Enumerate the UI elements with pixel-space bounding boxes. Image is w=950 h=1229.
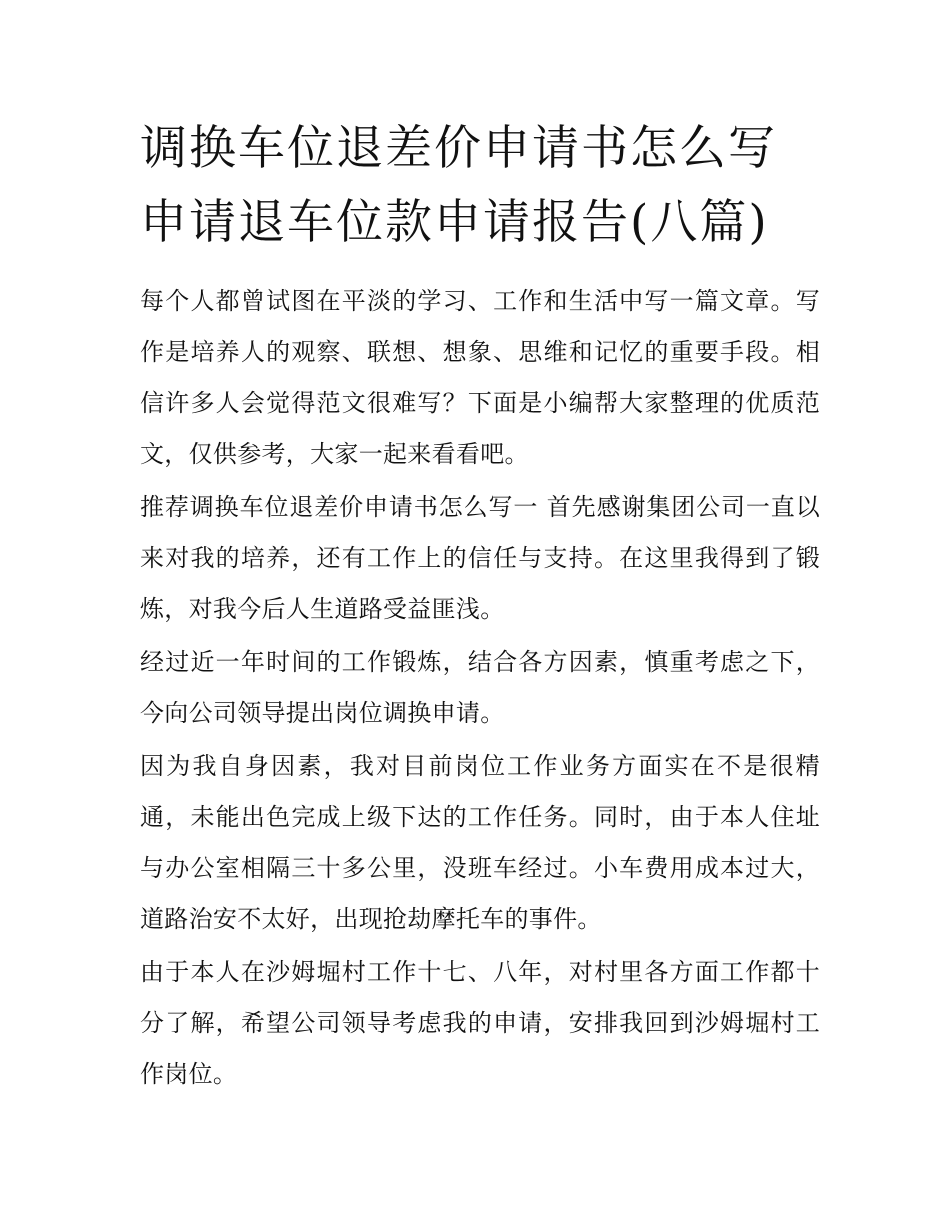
paragraph-gratitude: 推荐调换车位退差价申请书怎么写一 首先感谢集团公司一直以来对我的培养，还有工作上的信任与支持。在这里我得到了锻炼，对我今后人生道路受益匪浅。 <box>140 493 820 623</box>
paragraph-conclusion: 由于本人在沙姆堀村工作十七、八年，对村里各方面工作都十分了解，希望公司领导考虑我的申请，安排我回到沙姆堀村工作岗位。 <box>140 958 820 1088</box>
document-body <box>140 276 820 1102</box>
title-line-1: 调换车位退差价申请书怎么写 <box>140 121 777 176</box>
paragraph-intro: 每个人都曾试图在平淡的学习、工作和生活中写一篇文章。写作是培养人的观察、联想、想象、思维和记忆的重要手段。相信许多人会觉得范文很难写？下面是小编帮大家整理的优质范文，仅供参考，大家一起来看看吧。 <box>140 287 820 468</box>
paragraph-reasons: 因为我自身因素，我对目前岗位工作业务方面实在不是很精通，未能出色完成上级下达的工作任务。同时，由于本人住址与办公室相隔三十多公里，没班车经过。小车费用成本过大，道路治安不太好，出现抢劫摩托车的事件。 <box>140 752 820 933</box>
paragraph-request: 经过近一年时间的工作锻炼，结合各方因素，慎重考虑之下，今向公司领导提出岗位调换申请。 <box>140 648 820 727</box>
title-line-2: 申请退车位款申请报告(八篇) <box>140 195 769 250</box>
document-title <box>140 112 820 260</box>
